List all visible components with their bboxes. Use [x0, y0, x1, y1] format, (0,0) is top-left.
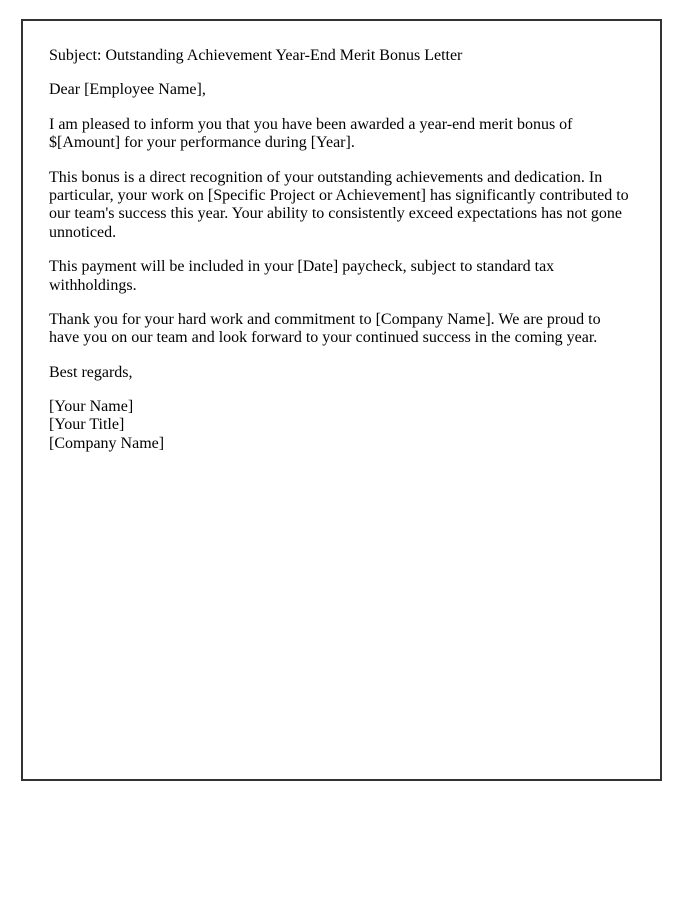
letter-document	[21, 19, 662, 781]
body-paragraph-recognition: This bonus is a direct recognition of your outstanding achievements and dedication. In particular, your work on [Specific Project or Achievement] has significantly contributed to our team's success this year. Your ability to consistently exceed expectations has not gone unnoticed.	[49, 168, 629, 241]
signature-name: [Your Name]	[49, 398, 134, 416]
body-paragraph-payment: This payment will be included in your [Date] paycheck, subject to standard tax withholdings.	[49, 258, 555, 294]
closing-line: Best regards,	[49, 363, 133, 381]
body-paragraph-thanks: Thank you for your hard work and commitment to [Company Name]. We are proud to have you on our team and look forward to your continued success in the coming year.	[49, 310, 601, 347]
signature-company: [Company Name]	[49, 434, 165, 452]
subject-line: Subject: Outstanding Achievement Year-End Merit Bonus Letter	[49, 47, 463, 64]
body-paragraph-bonus-award: I am pleased to inform you that you have been awarded a year-end merit bonus of $[Amount] for your performance during [Year].	[49, 115, 573, 152]
signature-title: [Your Title]	[49, 416, 125, 434]
salutation: Dear [Employee Name],	[49, 81, 206, 99]
signature-block	[49, 398, 634, 453]
